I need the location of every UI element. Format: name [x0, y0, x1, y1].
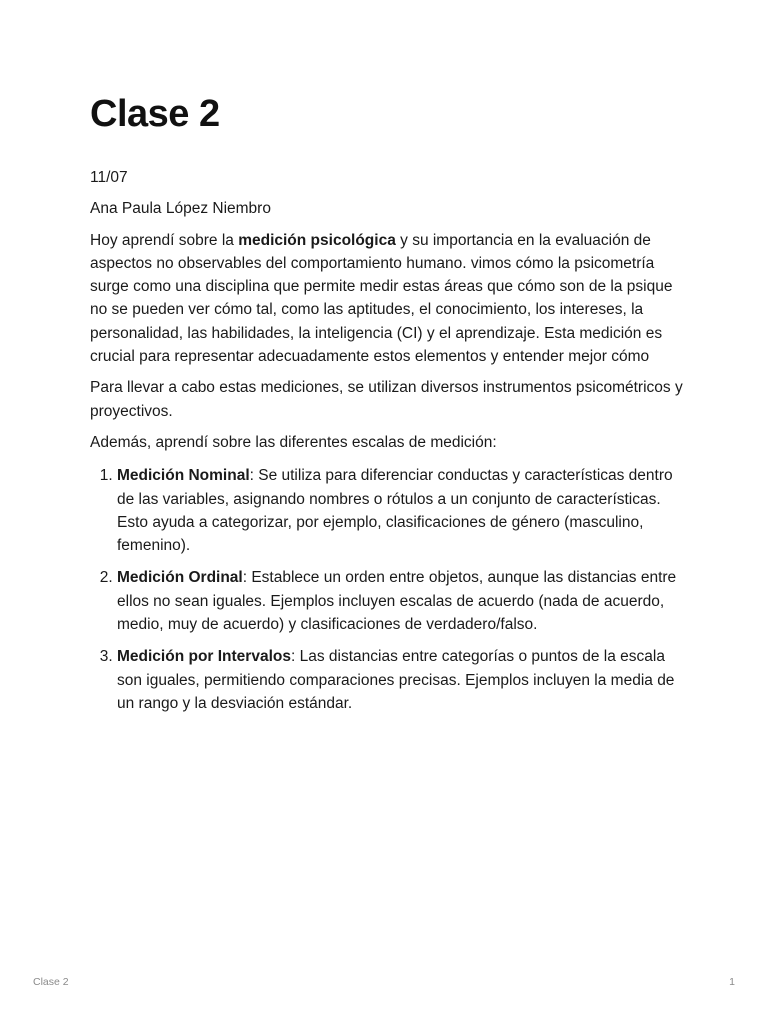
scale-name: Medición por Intervalos [117, 648, 291, 666]
intro-highlight: medición psicológica [238, 231, 396, 249]
intro-text-start: Hoy aprendí sobre la [90, 231, 239, 249]
list-item [117, 566, 690, 636]
list-item [117, 464, 690, 557]
intro-paragraph [90, 229, 690, 369]
scale-description: : Se utiliza para diferenciar conductas y características dentro de las variables, asignando nombres o rótulos a un conjunto de características. Esto ayuda a categorizar, por ejemplo, clasificaciones de género (masculino, femenino). [117, 467, 673, 555]
scale-name: Medición Ordinal [117, 569, 243, 587]
page-number: 1 [729, 976, 735, 988]
footer-label: Clase 2 [33, 976, 69, 988]
scale-description: : Las distancias entre categorías o puntos de la escala son iguales, permitiendo comparaciones precisas. Ejemplos incluyen la media de un rango y la desviación estándar. [117, 648, 675, 712]
instruments-paragraph: Para llevar a cabo estas mediciones, se utilizan diversos instrumentos psicométricos y proyectivos. [90, 379, 683, 420]
list-item [117, 645, 690, 715]
date-text: 11/07 [90, 169, 128, 186]
document-body [90, 88, 690, 724]
author-name: Ana Paula López Niembro [90, 200, 271, 218]
scales-intro-paragraph: Además, aprendí sobre las diferentes escalas de medición: [90, 433, 497, 451]
scale-name: Medición Nominal [117, 467, 250, 485]
scales-list [90, 464, 690, 715]
scale-description: : Establece un orden entre objetos, aunque las distancias entre ellos no sean iguales. Ejemplos incluyen escalas de acuerdo (nada de acuerdo, medio, muy de acuerdo) y clasificaciones de verdadero/falso. [117, 569, 677, 634]
page-title: Clase 2 [90, 93, 220, 135]
intro-text-end: y su importancia en la evaluación de aspectos no observables del comportamiento humano. vimos cómo la psicometría surge como una disciplina que permite medir estas áreas que cómo son de la psique no se pueden ver cómo tal, como las aptitudes, el conocimiento, los intereses, la personalidad, las habilidades, la inteligencia (CI) y el aprendizaje. Esta medición es crucial para representar adecuadamente estos elementos y entender mejor cómo [90, 231, 673, 366]
